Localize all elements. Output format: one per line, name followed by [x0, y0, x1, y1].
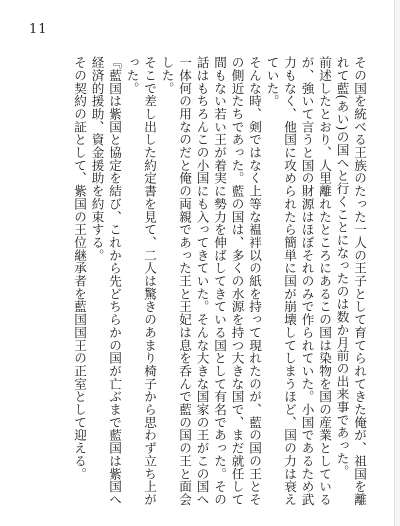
- vertical-text-body: [33, 56, 368, 506]
- paragraph: 前述したとおり、人里離れたところにあるこの国は染物を国の産業としているが、強いて言うと国の財源はほぼそれのみで作られていた。小国であるため武力もなく、他国に攻められたら簡単に国が崩壊してしまうほど、国の力は衰えていた。: [264, 56, 332, 506]
- paragraph: その契約の証として、紫国の王位継承者を藍国国王の正室として迎える。: [72, 56, 87, 481]
- paragraph: そこで差し出した約定書を見て、二人は驚きのあまり椅子から思わず立ち上がった。: [124, 56, 157, 506]
- page-number: 11: [29, 22, 48, 37]
- paragraph: そんな時、剣ではなく上等な褞袢以の紙を持って現れたのが、藍の国の王とその側近たちであった。藍の国は、多くの水源を持つ大きな国で、まだ就任して間もない若い王が着実に勢力を伸ばしてきている国として有名であった。その話はもちろんこの小国にも入ってきていた。そんな大きな国家の王がこの国へ一体何の用なのだと俺の両親であった王と王妃は息を呑んで藍の国の王と面会した。: [159, 56, 262, 506]
- paragraph: 『藍国は紫国と協定を結び、これから先どちらかの国が亡ぶまで藍国は紫国へ経済的援助、資金援助を約束する。: [89, 56, 122, 506]
- page-edge: [394, 0, 400, 526]
- paragraph: その国を統べる王族のたった一人の王子として育てられてきた俺が、祖国を離れて藍(あい)の国へと行くことになったのは数か月前の出来事であった。: [334, 56, 367, 506]
